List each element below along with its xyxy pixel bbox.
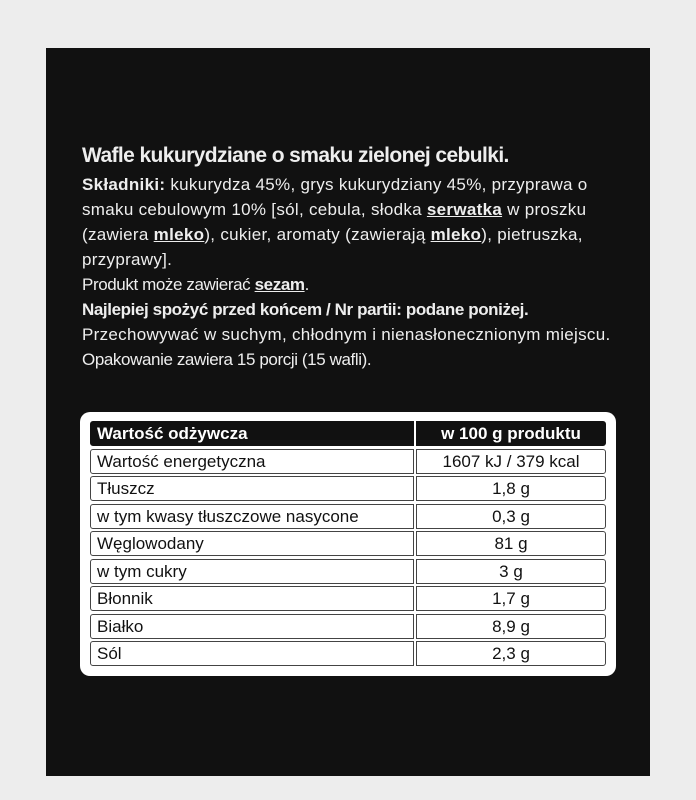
nutrition-table xyxy=(80,412,616,676)
storage-line: Przechowywać w suchym, chłodnym i nienasłonecznionym miejscu. xyxy=(82,325,611,344)
allergen-milk-1: mleko xyxy=(153,225,205,244)
nutrition-row xyxy=(90,476,606,501)
nutrition-row xyxy=(90,531,606,556)
allergen-sesame: sezam xyxy=(254,275,305,294)
nutrition-row-value: 1,7 g xyxy=(416,586,606,611)
nutrition-row xyxy=(90,614,606,639)
nutrition-row-value: 8,9 g xyxy=(416,614,606,639)
nutrition-row xyxy=(90,449,606,474)
nutrition-row-value: 1607 kJ / 379 kcal xyxy=(416,449,606,474)
nutrition-row-label: Błonnik xyxy=(90,586,414,611)
nutrition-table-body xyxy=(90,421,606,669)
nutrition-header-row xyxy=(90,421,606,446)
nutrition-row-value: 81 g xyxy=(416,531,606,556)
may-contain-line xyxy=(82,272,622,297)
ingredients-text-1: kukurydza 45%, grys kukurydziany 45%, przyprawa o smaku cebulowym 10% [sól, cebula, słodka xyxy=(82,175,588,219)
nutrition-row-value: 1,8 g xyxy=(416,476,606,501)
nutrition-row-label: Węglowodany xyxy=(90,531,414,556)
nutrition-row-label: w tym kwasy tłuszczowe nasycone xyxy=(90,504,414,529)
nutrition-row-label: Sól xyxy=(90,641,414,666)
best-before-line: Najlepiej spożyć przed końcem / Nr partii: podane poniżej. xyxy=(82,300,529,319)
ingredients-text-2: w proszku (zawiera xyxy=(82,200,587,244)
nutrition-row-label: Białko xyxy=(90,614,414,639)
ingredients-text-3: ), cukier, aromaty (zawierają xyxy=(204,225,431,244)
may-contain-end: . xyxy=(304,275,309,294)
nutrition-row-label: Tłuszcz xyxy=(90,476,414,501)
nutrition-row xyxy=(90,586,606,611)
package-line: Opakowanie zawiera 15 porcji (15 wafli). xyxy=(82,350,372,369)
allergen-whey: serwatka xyxy=(426,200,503,219)
nutrition-row xyxy=(90,559,606,584)
allergen-milk-2: mleko xyxy=(430,225,482,244)
nutrition-header-label: Wartość odżywcza xyxy=(90,421,414,446)
label-text-block xyxy=(82,143,622,372)
ingredients-label: Składniki: xyxy=(82,175,166,194)
ingredients-paragraph xyxy=(82,172,622,272)
ingredients-text-4: ), pietruszka, przyprawy]. xyxy=(82,225,583,269)
nutrition-row-value: 0,3 g xyxy=(416,504,606,529)
nutrition-row-label: Wartość energetyczna xyxy=(90,449,414,474)
nutrition-row xyxy=(90,641,606,666)
product-title: Wafle kukurydziane o smaku zielonej cebulki. xyxy=(82,144,509,167)
may-contain-text: Produkt może zawierać xyxy=(82,275,255,294)
nutrition-header-value: w 100 g produktu xyxy=(416,421,606,446)
nutrition-row-value: 3 g xyxy=(416,559,606,584)
nutrition-row xyxy=(90,504,606,529)
nutrition-row-label: w tym cukry xyxy=(90,559,414,584)
nutrition-row-value: 2,3 g xyxy=(416,641,606,666)
